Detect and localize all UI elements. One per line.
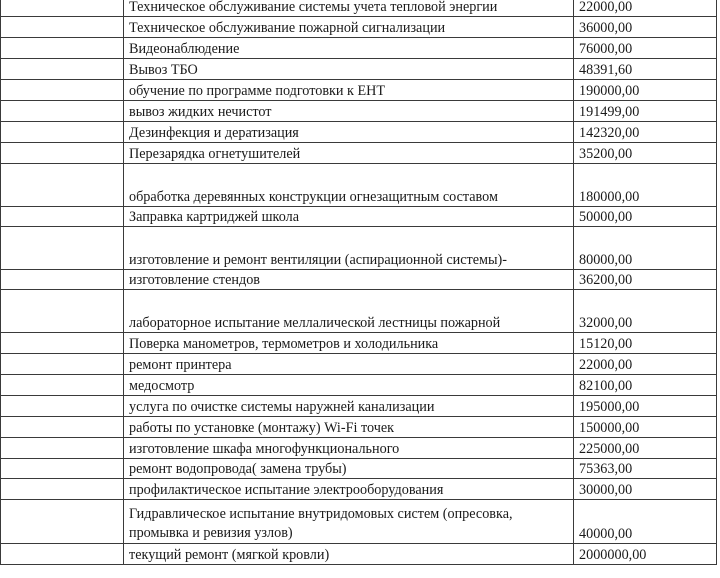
table-row xyxy=(1,227,717,270)
table-row xyxy=(1,375,717,396)
table-row xyxy=(1,164,717,207)
row-number-cell xyxy=(1,438,124,459)
service-name-cell: текущий ремонт (мягкой кровли) xyxy=(124,544,574,565)
row-number-cell xyxy=(1,101,124,122)
row-number-cell xyxy=(1,396,124,417)
row-number-cell xyxy=(1,333,124,354)
table-row xyxy=(1,544,717,565)
service-name-cell: лабораторное испытание меллалической лестницы пожарной xyxy=(124,290,574,333)
service-name-cell: Поверка манометров, термометров и холодильника xyxy=(124,333,574,354)
amount-cell: 150000,00 xyxy=(574,417,717,438)
table-row xyxy=(1,38,717,59)
table-row xyxy=(1,270,717,290)
table-row xyxy=(1,0,717,17)
amount-cell: 40000,00 xyxy=(574,500,717,544)
amount-cell: 22000,00 xyxy=(574,354,717,375)
row-number-cell xyxy=(1,0,124,17)
service-name-cell: вывоз жидких нечистот xyxy=(124,101,574,122)
row-number-cell xyxy=(1,479,124,500)
service-name-cell: Техническое обслуживание системы учета тепловой энергии xyxy=(124,0,574,17)
row-number-cell xyxy=(1,375,124,396)
service-name-cell: изготовление и ремонт вентиляции (аспирационной системы)- xyxy=(124,227,574,270)
table-row xyxy=(1,500,717,544)
amount-cell: 32000,00 xyxy=(574,290,717,333)
amount-cell: 190000,00 xyxy=(574,80,717,101)
amount-cell: 36200,00 xyxy=(574,270,717,290)
table-row xyxy=(1,417,717,438)
service-name-cell: Заправка картриджей школа xyxy=(124,207,574,227)
table-row xyxy=(1,17,717,38)
row-number-cell xyxy=(1,80,124,101)
table-row xyxy=(1,333,717,354)
table-row xyxy=(1,396,717,417)
table-row xyxy=(1,59,717,80)
row-number-cell xyxy=(1,417,124,438)
amount-cell: 180000,00 xyxy=(574,164,717,207)
amount-cell: 30000,00 xyxy=(574,479,717,500)
service-name-cell: Гидравлическое испытание внутридомовых систем (опресовка, промывка и ревизия узлов) xyxy=(124,500,574,544)
service-name-cell: Вывоз ТБО xyxy=(124,59,574,80)
row-number-cell xyxy=(1,207,124,227)
amount-cell: 15120,00 xyxy=(574,333,717,354)
amount-cell: 2000000,00 xyxy=(574,544,717,565)
amount-cell: 76000,00 xyxy=(574,38,717,59)
table-row xyxy=(1,459,717,479)
service-name-cell: Техническое обслуживание пожарной сигнализации xyxy=(124,17,574,38)
amount-cell: 82100,00 xyxy=(574,375,717,396)
table-row xyxy=(1,122,717,143)
service-name-cell: ремонт водопровода( замена трубы) xyxy=(124,459,574,479)
amount-cell: 225000,00 xyxy=(574,438,717,459)
amount-cell: 142320,00 xyxy=(574,122,717,143)
row-number-cell xyxy=(1,500,124,544)
service-name-cell: изготовление шкафа многофункционального xyxy=(124,438,574,459)
service-name-cell: обработка деревянных конструкции огнезащитным составом xyxy=(124,164,574,207)
service-name-cell: ремонт принтера xyxy=(124,354,574,375)
table-row xyxy=(1,101,717,122)
row-number-cell xyxy=(1,38,124,59)
row-number-cell xyxy=(1,290,124,333)
service-name-cell: услуга по очистке системы наружней канализации xyxy=(124,396,574,417)
service-name-cell: Дезинфекция и дератизация xyxy=(124,122,574,143)
row-number-cell xyxy=(1,17,124,38)
table-row xyxy=(1,438,717,459)
service-name-cell: профилактическое испытание электрооборудования xyxy=(124,479,574,500)
row-number-cell xyxy=(1,544,124,565)
service-name-cell: медосмотр xyxy=(124,375,574,396)
service-name-cell: Перезарядка огнетушителей xyxy=(124,143,574,164)
row-number-cell xyxy=(1,59,124,80)
amount-cell: 35200,00 xyxy=(574,143,717,164)
amount-cell: 36000,00 xyxy=(574,17,717,38)
amount-cell: 22000,00 xyxy=(574,0,717,17)
table-row xyxy=(1,354,717,375)
table-row xyxy=(1,290,717,333)
amount-cell: 48391,60 xyxy=(574,59,717,80)
table-row xyxy=(1,479,717,500)
row-number-cell xyxy=(1,270,124,290)
amount-cell: 75363,00 xyxy=(574,459,717,479)
row-number-cell xyxy=(1,164,124,207)
row-number-cell xyxy=(1,122,124,143)
service-name-cell: обучение по программе подготовки к ЕНТ xyxy=(124,80,574,101)
table-row xyxy=(1,80,717,101)
service-name-cell: изготовление стендов xyxy=(124,270,574,290)
table-row xyxy=(1,143,717,164)
amount-cell: 195000,00 xyxy=(574,396,717,417)
row-number-cell xyxy=(1,354,124,375)
table-row xyxy=(1,207,717,227)
row-number-cell xyxy=(1,459,124,479)
amount-cell: 191499,00 xyxy=(574,101,717,122)
amount-cell: 80000,00 xyxy=(574,227,717,270)
service-name-cell: работы по установке (монтажу) Wi-Fi точек xyxy=(124,417,574,438)
row-number-cell xyxy=(1,227,124,270)
amount-cell: 50000,00 xyxy=(574,207,717,227)
service-name-cell: Видеонаблюдение xyxy=(124,38,574,59)
row-number-cell xyxy=(1,143,124,164)
